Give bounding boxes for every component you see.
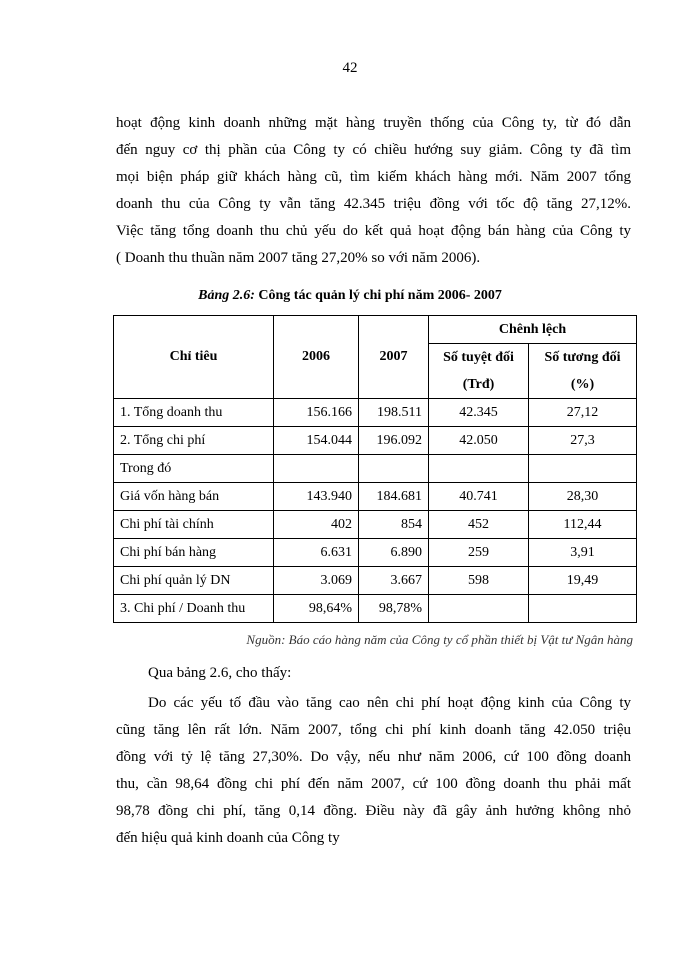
cell-indicator: Chi phí quản lý DN (114, 567, 274, 595)
header-difference: Chênh lệch (429, 316, 637, 344)
cell-absolute: 42.345 (429, 399, 529, 427)
header-relative-unit: (%) (529, 371, 637, 399)
table-caption (0, 288, 700, 304)
text-line: mọi biện pháp giữ khách hàng cũ, tìm kiếm khách hàng mới. Năm 2007 tổng (116, 169, 631, 185)
cell-indicator: Giá vốn hàng bán (114, 483, 274, 511)
cell-relative: 27,3 (529, 427, 637, 455)
table-row (114, 595, 637, 623)
text-line: Việc tăng tổng doanh thu chủ yếu do kết quả hoạt động bán hàng của Công ty (116, 223, 631, 239)
cell-relative: 112,44 (529, 511, 637, 539)
caption-label: Bảng 2.6: (198, 288, 255, 303)
text-line: 98,78 đồng chi phí, tăng 0,14 đồng. Điều này đã gây ảnh hưởng không nhỏ (116, 803, 631, 819)
table-row (114, 427, 637, 455)
cell-absolute: 452 (429, 511, 529, 539)
cell-absolute (429, 595, 529, 623)
cell-2006: 3.069 (274, 567, 359, 595)
cell-2006: 402 (274, 511, 359, 539)
table-row (114, 399, 637, 427)
text-line: đến hiệu quả kinh doanh của Công ty (116, 830, 340, 846)
lead-in: Qua bảng 2.6, cho thấy: (148, 665, 292, 681)
cell-relative (529, 595, 637, 623)
cell-relative: 28,30 (529, 483, 637, 511)
cell-indicator: 1. Tổng doanh thu (114, 399, 274, 427)
text-line: Do các yếu tố đầu vào tăng cao nên chi phí hoạt động kinh của Công ty (148, 695, 631, 711)
cell-absolute: 40.741 (429, 483, 529, 511)
cell-indicator: Trong đó (114, 455, 274, 483)
table-row (114, 511, 637, 539)
cell-indicator: Chi phí bán hàng (114, 539, 274, 567)
cost-table (113, 315, 637, 623)
table-row (114, 483, 637, 511)
cell-2007: 196.092 (359, 427, 429, 455)
analysis-paragraph (116, 690, 631, 852)
cell-2007 (359, 455, 429, 483)
cell-2007: 98,78% (359, 595, 429, 623)
header-absolute: Số tuyệt đối (429, 344, 529, 372)
text-line: thu, cần 98,64 đồng chi phí đến năm 2007, cứ 100 đồng doanh thu phải mất (116, 776, 631, 792)
cell-2006 (274, 455, 359, 483)
cell-absolute: 598 (429, 567, 529, 595)
text-line: ( Doanh thu thuần năm 2007 tăng 27,20% so với năm 2006). (116, 250, 481, 266)
text-line: đến nguy cơ thị phần của Công ty có chiều hướng suy giảm. Công ty đã tìm (116, 142, 631, 158)
page-number: 42 (342, 60, 358, 76)
text-line: đồng với tỷ lệ tăng 27,30%. Do vậy, nếu như năm 2006, cứ 100 đồng doanh (116, 749, 631, 765)
header-indicator: Chỉ tiêu (114, 316, 274, 399)
cell-indicator: Chi phí tài chính (114, 511, 274, 539)
cell-2006: 143.940 (274, 483, 359, 511)
cell-2006: 98,64% (274, 595, 359, 623)
text-line: hoạt động kinh doanh những mặt hàng truyền thống của Công ty, từ đó dẫn (116, 115, 631, 131)
cell-relative: 27,12 (529, 399, 637, 427)
cell-2006: 6.631 (274, 539, 359, 567)
cell-indicator: 3. Chi phí / Doanh thu (114, 595, 274, 623)
table-source: Nguồn: Báo cáo hàng năm của Công ty cổ phần thiết bị Vật tư Ngân hàng (246, 632, 633, 647)
header-relative: Số tương đối (529, 344, 637, 372)
cell-2006: 156.166 (274, 399, 359, 427)
cell-relative: 19,49 (529, 567, 637, 595)
intro-paragraph (116, 110, 631, 272)
table-row (114, 455, 637, 483)
table-row (114, 567, 637, 595)
cell-2007: 854 (359, 511, 429, 539)
cell-relative: 3,91 (529, 539, 637, 567)
cell-2007: 6.890 (359, 539, 429, 567)
caption-title: Công tác quản lý chi phí năm 2006- 2007 (254, 288, 502, 303)
table-row (114, 539, 637, 567)
cell-2007: 198.511 (359, 399, 429, 427)
cell-absolute (429, 455, 529, 483)
cell-relative (529, 455, 637, 483)
text-line: doanh thu của Công ty vẫn tăng 42.345 triệu đồng với tốc độ tăng 27,12%. (116, 196, 631, 212)
cell-absolute: 259 (429, 539, 529, 567)
cell-indicator: 2. Tổng chi phí (114, 427, 274, 455)
header-2007: 2007 (359, 316, 429, 399)
cell-absolute: 42.050 (429, 427, 529, 455)
header-absolute-unit: (Trđ) (429, 371, 529, 399)
cell-2006: 154.044 (274, 427, 359, 455)
header-2006: 2006 (274, 316, 359, 399)
cell-2007: 184.681 (359, 483, 429, 511)
cell-2007: 3.667 (359, 567, 429, 595)
text-line: cũng tăng lên rất lớn. Năm 2007, tổng chi phí kinh doanh tăng 42.050 triệu (116, 722, 631, 738)
